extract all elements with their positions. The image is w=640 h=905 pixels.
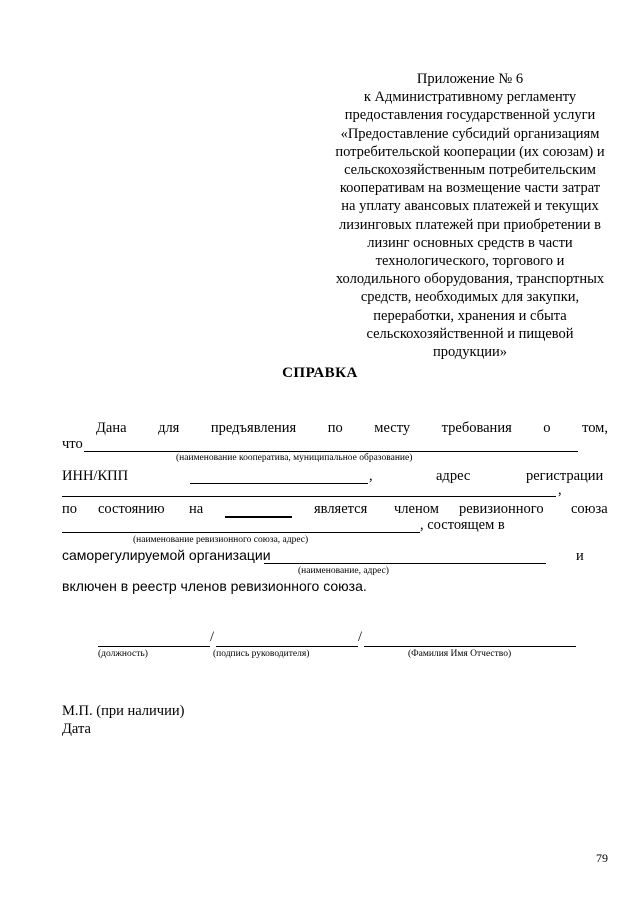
union-suffix: , состоящем в: [420, 517, 505, 533]
appendix-line: средств, необходимых для закупки,: [360, 289, 580, 306]
sro-caption: (наименование, адрес): [298, 566, 389, 576]
stamp-note: М.П. (при наличии): [62, 703, 185, 719]
appendix-line: кооперативам на возмещение части затрат: [339, 180, 601, 197]
date-label: Дата: [62, 721, 91, 737]
union-name-field[interactable]: [62, 532, 420, 533]
document-title: СПРАВКА: [282, 365, 358, 381]
appendix-line: предоставления государственной услуги: [344, 107, 596, 124]
appendix-line: сельскохозяйственной и пищевой: [366, 325, 574, 342]
intro-line: [62, 420, 608, 438]
intro-word: требования: [441, 420, 512, 436]
page-number: 79: [596, 851, 608, 865]
membership-word-2: членом: [394, 501, 439, 517]
appendix-line: на уплату авансовых платежей и текущих: [341, 198, 599, 215]
intro-word: о: [543, 420, 551, 436]
membership-word-3: ревизионного: [459, 501, 544, 517]
appendix-line: переработки, хранения и сбыта: [373, 307, 567, 324]
full-name-field[interactable]: [364, 646, 576, 647]
appendix-line: к Административному регламенту: [363, 89, 577, 106]
signature-field[interactable]: [216, 646, 358, 647]
status-date-field[interactable]: [225, 516, 292, 518]
address-comma: ,: [558, 482, 562, 498]
appendix-line: холодильного оборудования, транспортных: [335, 271, 605, 288]
status-word-3: на: [189, 501, 204, 517]
appendix-line: «Предоставление субсидий организациям: [340, 125, 600, 142]
signature-slash-1: /: [210, 629, 215, 645]
intro-word: по: [327, 420, 343, 436]
registry-text: включен в реестр членов ревизионного союза.: [62, 578, 367, 594]
coop-name-field[interactable]: [84, 451, 578, 452]
signature-caption: (подпись руководителя): [213, 649, 310, 659]
sro-name-field[interactable]: [264, 563, 546, 564]
address-field[interactable]: [62, 496, 556, 497]
position-caption: (должность): [98, 649, 148, 659]
sro-suffix: и: [576, 548, 584, 564]
sro-label: саморегулируемой организации: [62, 547, 271, 563]
intro-word: для: [158, 420, 180, 436]
intro-word: предъявления: [210, 420, 297, 436]
appendix-line: потребительской кооперации (их союзам) и: [335, 143, 605, 160]
appendix-line: технологического, торгового и: [375, 253, 565, 270]
intro-word: месту: [374, 420, 411, 436]
union-caption: (наименование ревизионного союза, адрес): [133, 535, 309, 545]
full-name-caption: (Фамилия Имя Отчество): [408, 649, 512, 659]
inn-comma: ,: [369, 468, 373, 484]
status-word-2: состоянию: [98, 501, 165, 517]
appendix-line: Приложение № 6: [416, 71, 524, 87]
signature-slash-2: /: [358, 629, 363, 645]
inn-label: ИНН/КПП: [62, 468, 129, 484]
appendix-line: лизинговых платежей при приобретении в: [338, 216, 602, 233]
intro-word: том,: [582, 420, 608, 436]
status-word-1: по: [62, 501, 78, 517]
what-prefix: что: [62, 436, 83, 452]
coop-caption: (наименование кооператива, муниципальное образование): [176, 453, 413, 463]
intro-word: Дана: [96, 420, 127, 436]
address-word: адрес: [436, 468, 471, 484]
membership-word-1: является: [314, 501, 368, 517]
appendix-line: лизинг основных средств в части: [367, 234, 573, 251]
position-field[interactable]: [98, 646, 210, 647]
membership-word-4: союза: [571, 501, 608, 517]
inn-kpp-field[interactable]: [190, 483, 368, 484]
appendix-line: продукции»: [432, 344, 508, 361]
registration-word: регистрации: [526, 468, 604, 484]
appendix-header: [320, 70, 620, 361]
appendix-line: сельскохозяйственным потребительским: [344, 162, 596, 179]
